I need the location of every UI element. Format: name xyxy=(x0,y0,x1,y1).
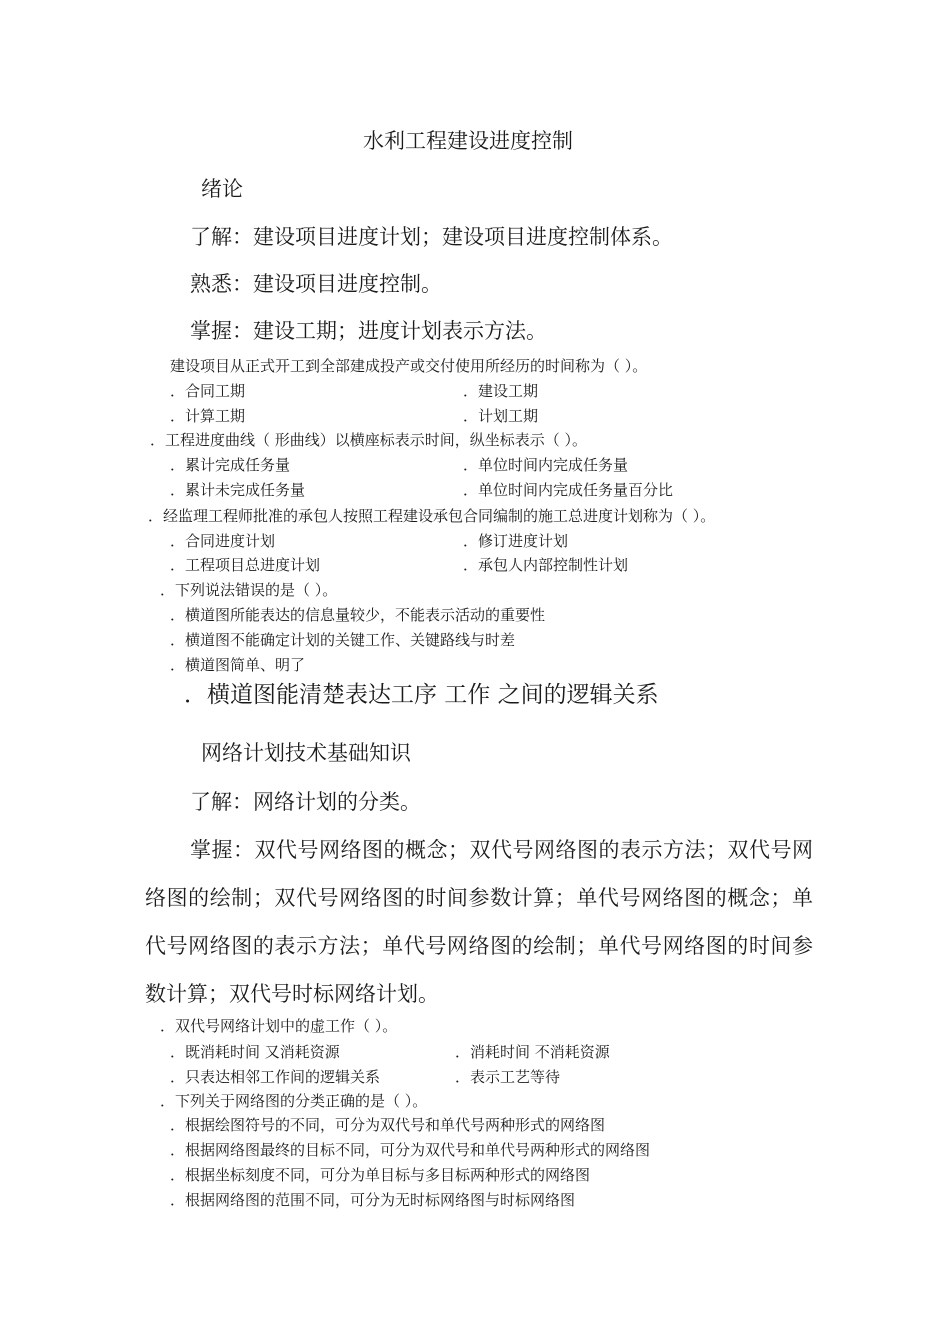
section-heading-intro: 绪论 xyxy=(201,177,243,201)
question-2-option-a: ．累计完成任务量 xyxy=(170,456,291,474)
question-6-stem: ．下列关于网络图的分类正确的是（ ）。 xyxy=(160,1092,428,1110)
question-4-option-c: ．横道图简单、明了 xyxy=(170,656,306,674)
question-3-stem: ．经监理工程师批准的承包人按照工程建设承包合同编制的施工总进度计划称为（ ）。 xyxy=(148,507,716,525)
question-5-option-b: ．消耗时间 不消耗资源 xyxy=(455,1043,610,1061)
intro-understand: 了解：建设项目进度计划；建设项目进度控制体系。 xyxy=(190,225,673,249)
question-2-option-b: ．单位时间内完成任务量 xyxy=(463,456,629,474)
question-6-option-d: ．根据网络图的范围不同，可分为无时标网络图与时标网络图 xyxy=(170,1191,576,1209)
intro-master: 掌握：建设工期；进度计划表示方法。 xyxy=(190,319,547,343)
question-1-option-c: ．计算工期 xyxy=(170,407,246,425)
question-3-option-a: ．合同进度计划 xyxy=(170,532,276,550)
question-1-stem: 建设项目从正式开工到全部建成投产或交付使用所经历的时间称为（ ）。 xyxy=(170,357,648,375)
question-2-stem: ．工程进度曲线（ 形曲线）以横座标表示时间，纵坐标表示（ ）。 xyxy=(150,431,588,449)
question-1-option-a: ．合同工期 xyxy=(170,382,246,400)
question-6-option-c: ．根据坐标刻度不同，可分为单目标与多目标两种形式的网络图 xyxy=(170,1166,591,1184)
page-title: 水利工程建设进度控制 xyxy=(363,129,573,153)
question-3-option-b: ．修订进度计划 xyxy=(463,532,569,550)
question-1-option-d: ．计划工期 xyxy=(463,407,539,425)
question-5-option-a: ．既消耗时间 又消耗资源 xyxy=(170,1043,340,1061)
question-3-option-c: ．工程项目总进度计划 xyxy=(170,556,321,574)
question-5-option-c: ．只表达相邻工作间的逻辑关系 xyxy=(170,1068,381,1086)
network-understand: 了解：网络计划的分类。 xyxy=(190,790,421,814)
intro-familiar: 熟悉：建设项目进度控制。 xyxy=(190,272,442,296)
question-6-option-a: ．根据绘图符号的不同，可分为双代号和单代号两种形式的网络图 xyxy=(170,1116,606,1134)
question-3-option-d: ．承包人内部控制性计划 xyxy=(463,556,629,574)
question-1-option-b: ．建设工期 xyxy=(463,382,539,400)
section-heading-network: 网络计划技术基础知识 xyxy=(201,741,411,765)
question-2-option-c: ．累计未完成任务量 xyxy=(170,481,306,499)
question-2-option-d: ．单位时间内完成任务量百分比 xyxy=(463,481,674,499)
question-4-option-a: ．横道图所能表达的信息量较少，不能表示活动的重要性 xyxy=(170,606,546,624)
question-4-option-b: ．横道图不能确定计划的关键工作、关键路线与时差 xyxy=(170,631,516,649)
question-5-option-d: ．表示工艺等待 xyxy=(455,1068,561,1086)
network-master: 掌握：双代号网络图的概念；双代号网络图的表示方法；双代号网络图的绘制；双代号网络图的时间参数计算；单代号网络图的概念；单代号网络图的表示方法；单代号网络图的绘制；单代号网络图的时间参数计算；双代号时标网络计划。 xyxy=(145,838,813,1006)
question-4-option-d: ．横道图能清楚表达工序 工作 之间的逻辑关系 xyxy=(184,682,659,708)
question-5-stem: ．双代号网络计划中的虚工作（ ）。 xyxy=(160,1017,398,1035)
question-6-option-b: ．根据网络图最终的目标不同，可分为双代号和单代号两种形式的网络图 xyxy=(170,1141,651,1159)
question-4-stem: ．下列说法错误的是（ ）。 xyxy=(160,581,338,599)
